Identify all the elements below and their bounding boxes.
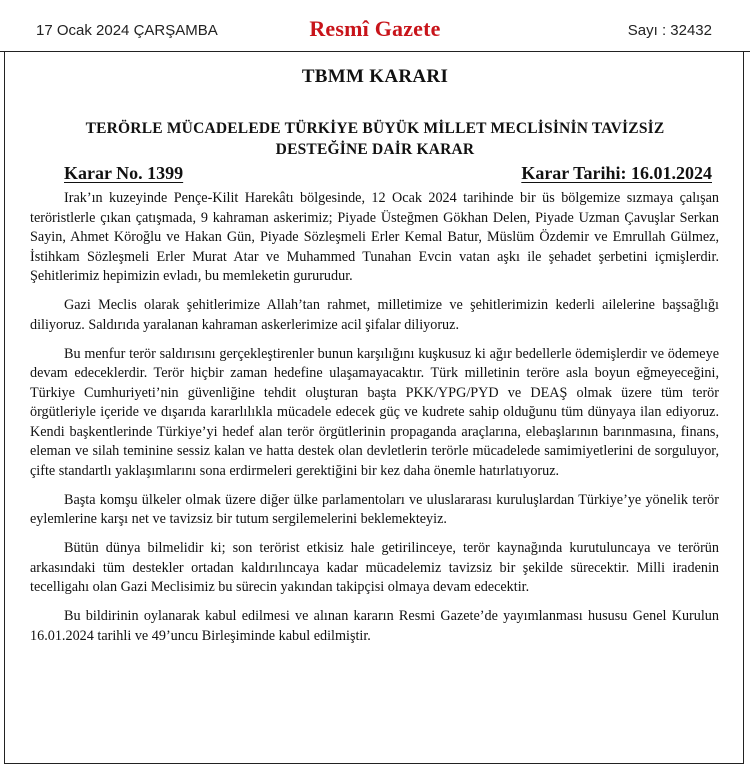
decision-date: Karar Tarihi: 16.01.2024 bbox=[521, 163, 712, 183]
publication-date: 17 Ocak 2024 ÇARŞAMBA bbox=[36, 22, 218, 39]
decision-meta bbox=[64, 163, 712, 187]
section-title: TBMM KARARI bbox=[301, 66, 449, 87]
decision-body bbox=[30, 189, 719, 656]
gazette-name: Resmî Gazete bbox=[309, 16, 441, 41]
decision-number: Karar No. 1399 bbox=[64, 163, 184, 183]
paragraph: Bütün dünya bilmelidir ki; son terörist etkisiz hale getirilinceye, terör kaynağında kurutuluncaya ve terörün arkasındaki tüm destekler ortadan kaldırılıncaya kadar mücadelemiz tavizsiz bir şekilde sürecektir. Milli iradenin tecelligahı olan Gazi Meclisimiz bu sürecin yakından takipçisi olmaya devam edecektir. bbox=[30, 540, 719, 595]
paragraph: Başta komşu ülkeler olmak üzere diğer ülke parlamentoları ve uluslararası kuruluşlardan Türkiye’ye yönelik terör eylemlerine karşı net ve tavizsiz bir tutum sergilemelerini beklemekteyiz. bbox=[30, 491, 719, 527]
paragraph: Gazi Meclis olarak şehitlerimize Allah’tan rahmet, milletimize ve şehitlerimizin kederli ailelerine başsağlığı diliyoruz. Saldırıda yaralanan kahraman askerlerimize acil şifalar diliyoruz. bbox=[30, 297, 719, 333]
paragraph: Bu bildirinin oylanarak kabul edilmesi ve alınan kararın Resmi Gazete’de yayımlanması hususu Genel Kurulun 16.01.2024 tarihli ve 49’uncu Birleşiminde kabul edilmiştir. bbox=[30, 608, 719, 644]
decision-title: TERÖRLE MÜCADELEDE TÜRKİYE BÜYÜK MİLLET MECLİSİNİN TAVİZSİZ DESTEĞİNE DAİR KARAR bbox=[85, 120, 665, 158]
paragraph: Bu menfur terör saldırısını gerçekleştirenler bunun karşılığını kuşkusuz ki ağır bedellerle ödemişlerdir ve ödemeye devam edeceklerdir. Terör hiçbir zaman hedefine ulaşamayacaktır. Türk milletinin teröre asla boyun eğmeyeceğini, Türkiye Cumhuriyeti’nin güvenliğine tehdit oluşturan başta PKK/YPG/PYD ve DEAŞ olmak üzere tüm terör örgütleriyle içeride ve dışarıda kararlılıkla mücadele edecek güç ve kudrete sahip olduğunu tüm dünyaya ilan ediyoruz. Kendi başkentlerinde Türkiye’yi hedef alan terör örgütlerinin propaganda araçlarına, elebaşlarının barınmasına, finans, eleman ve silah teminine sessiz kalan ve hatta destek olan devletlerin terörle mücadelede samimiyetlerini de sorguluyor, çifte standartlı yaklaşımlarını sona erdirmeleri gerektiğini bir kez daha önemle hatırlatıyoruz. bbox=[30, 345, 719, 479]
issue-number: Sayı : 32432 bbox=[627, 22, 712, 39]
paragraph: Irak’ın kuzeyinde Pençe-Kilit Harekâtı bölgesinde, 12 Ocak 2024 tarihinde bir üs bölgemize sızmaya çalışan teröristlerle çıkan çatışmada, 9 kahraman askerimiz; Piyade Üsteğmen Gökhan Delen, Piyade Uzman Çavuşlar Serkan Sayin, Ahmet Köroğlu ve Hakan Gün, Piyade Sözleşmeli Erler Kemal Batur, Müslüm Özdemir ve Emrullah Gülmez, İstihkam Sözleşmeli Erler Murat Atar ve Muhammed Tunahan Evcin vatan aşkı ile şehadet şerbetini içmişlerdir. Şehitlerimiz hepimizin evladı, bu memleketin gururudur. bbox=[30, 190, 719, 284]
gazette-masthead bbox=[0, 0, 750, 52]
